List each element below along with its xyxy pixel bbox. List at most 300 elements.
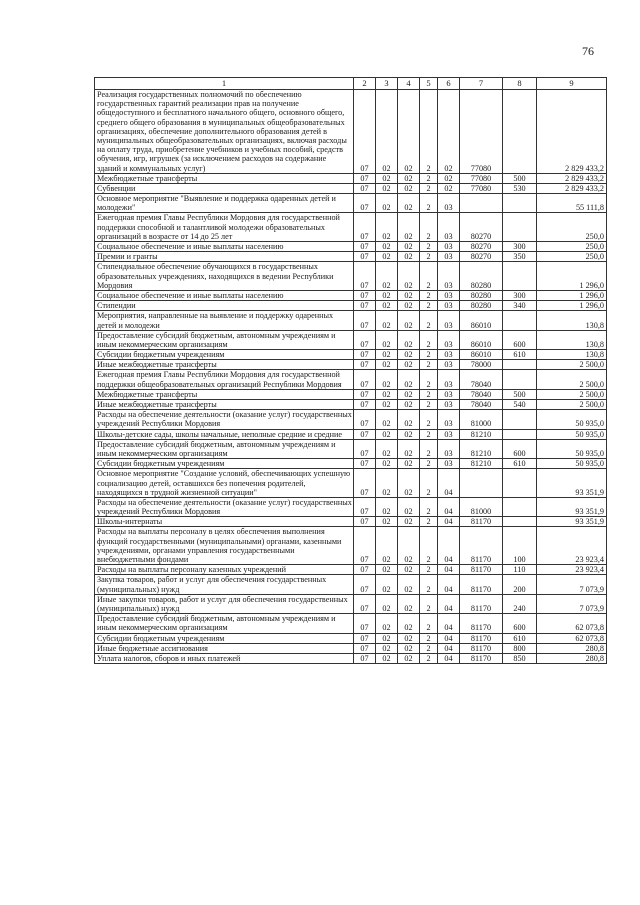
- program-code: 02: [398, 653, 420, 663]
- table-row: [95, 90, 607, 174]
- header-cell: 4: [398, 78, 420, 90]
- subsection-code: 02: [376, 350, 398, 360]
- row-name: Предоставление субсидий бюджетным, автономным учреждениям и иным некоммерческим организациям: [95, 439, 354, 458]
- row-name: Премии и гранты: [95, 252, 354, 262]
- header-cell: 6: [438, 78, 460, 90]
- event-code: 03: [438, 360, 460, 370]
- section-code: 07: [354, 497, 376, 516]
- direction-code: 78000: [460, 360, 503, 370]
- table-row: [95, 410, 607, 429]
- amount: 93 351,9: [537, 497, 607, 516]
- program-code: 02: [398, 517, 420, 527]
- subsection-code: 02: [376, 370, 398, 389]
- program-code: 02: [398, 594, 420, 613]
- page-number: 76: [582, 44, 594, 58]
- amount: 2 500,0: [537, 360, 607, 370]
- amount: 7 073,9: [537, 594, 607, 613]
- row-name: Межбюджетные трансферты: [95, 173, 354, 183]
- header-cell: 9: [537, 78, 607, 90]
- expense-type-code: [503, 497, 537, 516]
- expense-type-code: 300: [503, 242, 537, 252]
- direction-code: 81210: [460, 439, 503, 458]
- section-code: 07: [354, 527, 376, 565]
- event-code: 04: [438, 469, 460, 498]
- subsection-code: 02: [376, 213, 398, 242]
- amount: 1 296,0: [537, 290, 607, 300]
- amount: 130,8: [537, 350, 607, 360]
- row-name: Иные межбюджетные трансферты: [95, 360, 354, 370]
- direction-code: 81210: [460, 459, 503, 469]
- subprogram-code: 2: [420, 389, 438, 399]
- event-code: 04: [438, 653, 460, 663]
- subsection-code: 02: [376, 173, 398, 183]
- direction-code: 81170: [460, 614, 503, 633]
- table-row: [95, 575, 607, 594]
- event-code: 03: [438, 301, 460, 311]
- subsection-code: 02: [376, 290, 398, 300]
- subprogram-code: 2: [420, 527, 438, 565]
- event-code: 03: [438, 429, 460, 439]
- expense-type-code: 610: [503, 350, 537, 360]
- direction-code: 81170: [460, 643, 503, 653]
- table-row: [95, 459, 607, 469]
- section-code: 07: [354, 614, 376, 633]
- row-name: Школы-интернаты: [95, 517, 354, 527]
- expense-type-code: [503, 410, 537, 429]
- header-cell: 8: [503, 78, 537, 90]
- event-code: 02: [438, 173, 460, 183]
- expense-type-code: 240: [503, 594, 537, 613]
- subsection-code: 02: [376, 400, 398, 410]
- subsection-code: 02: [376, 565, 398, 575]
- direction-code: 81170: [460, 653, 503, 663]
- direction-code: 81170: [460, 517, 503, 527]
- program-code: 02: [398, 262, 420, 291]
- expense-type-code: [503, 311, 537, 330]
- subsection-code: 02: [376, 429, 398, 439]
- amount: 62 073,8: [537, 633, 607, 643]
- program-code: 02: [398, 469, 420, 498]
- program-code: 02: [398, 459, 420, 469]
- program-code: 02: [398, 330, 420, 349]
- table-row: [95, 439, 607, 458]
- amount: 93 351,9: [537, 517, 607, 527]
- subsection-code: 02: [376, 653, 398, 663]
- subprogram-code: 2: [420, 594, 438, 613]
- event-code: 04: [438, 643, 460, 653]
- event-code: 03: [438, 350, 460, 360]
- row-name: Школы-детские сады, школы начальные, неполные средние и средние: [95, 429, 354, 439]
- subprogram-code: 2: [420, 497, 438, 516]
- direction-code: 78040: [460, 370, 503, 389]
- section-code: 07: [354, 360, 376, 370]
- section-code: 07: [354, 311, 376, 330]
- row-name: Основное мероприятие "Создание условий, обеспечивающих успешную социализацию детей, оставшихся без попечения родителей, находящихся в трудной жизненной ситуации": [95, 469, 354, 498]
- table-row: [95, 350, 607, 360]
- expense-type-code: [503, 262, 537, 291]
- section-code: 07: [354, 594, 376, 613]
- table-row: [95, 194, 607, 213]
- amount: 280,8: [537, 643, 607, 653]
- direction-code: 78040: [460, 400, 503, 410]
- amount: 62 073,8: [537, 614, 607, 633]
- table-row: [95, 497, 607, 516]
- event-code: 02: [438, 90, 460, 174]
- program-code: 02: [398, 311, 420, 330]
- amount: 2 500,0: [537, 389, 607, 399]
- direction-code: [460, 469, 503, 498]
- header-cell: 3: [376, 78, 398, 90]
- subprogram-code: 2: [420, 183, 438, 193]
- program-code: 02: [398, 173, 420, 183]
- row-name: Расходы на выплаты персоналу казенных учреждений: [95, 565, 354, 575]
- row-name: Социальное обеспечение и иные выплаты населению: [95, 290, 354, 300]
- program-code: 02: [398, 194, 420, 213]
- section-code: 07: [354, 194, 376, 213]
- event-code: 04: [438, 594, 460, 613]
- subprogram-code: 2: [420, 633, 438, 643]
- subprogram-code: 2: [420, 194, 438, 213]
- row-name: Социальное обеспечение и иные выплаты населению: [95, 242, 354, 252]
- header-cell: 7: [460, 78, 503, 90]
- section-code: 07: [354, 173, 376, 183]
- section-code: 07: [354, 565, 376, 575]
- subsection-code: 02: [376, 459, 398, 469]
- row-name: Стипендиальное обеспечение обучающихся в государственных образовательных учреждениях, находящихся в ведении Республики Мордовия: [95, 262, 354, 291]
- section-code: 07: [354, 575, 376, 594]
- program-code: 02: [398, 389, 420, 399]
- expense-type-code: 500: [503, 389, 537, 399]
- event-code: 03: [438, 400, 460, 410]
- amount: 55 111,8: [537, 194, 607, 213]
- section-code: 07: [354, 90, 376, 174]
- program-code: 02: [398, 575, 420, 594]
- table-body: [95, 90, 607, 664]
- amount: 2 829 433,2: [537, 90, 607, 174]
- direction-code: 80270: [460, 242, 503, 252]
- subsection-code: 02: [376, 469, 398, 498]
- direction-code: 81000: [460, 497, 503, 516]
- program-code: 02: [398, 360, 420, 370]
- section-code: 07: [354, 330, 376, 349]
- row-name: Субсидии бюджетным учреждениям: [95, 633, 354, 643]
- subprogram-code: 2: [420, 242, 438, 252]
- section-code: 07: [354, 370, 376, 389]
- expense-type-code: [503, 90, 537, 174]
- direction-code: 78040: [460, 389, 503, 399]
- expense-type-code: 350: [503, 252, 537, 262]
- subprogram-code: 2: [420, 173, 438, 183]
- expense-type-code: [503, 213, 537, 242]
- subprogram-code: 2: [420, 262, 438, 291]
- section-code: 07: [354, 517, 376, 527]
- row-name: Иные бюджетные ассигнования: [95, 643, 354, 653]
- expense-type-code: 530: [503, 183, 537, 193]
- table-row: [95, 213, 607, 242]
- direction-code: 80270: [460, 252, 503, 262]
- section-code: 07: [354, 653, 376, 663]
- subsection-code: 02: [376, 594, 398, 613]
- subsection-code: 02: [376, 330, 398, 349]
- table-row: [95, 301, 607, 311]
- budget-table: [94, 77, 607, 664]
- subprogram-code: 2: [420, 410, 438, 429]
- table-row: [95, 183, 607, 193]
- subprogram-code: 2: [420, 517, 438, 527]
- amount: 1 296,0: [537, 262, 607, 291]
- event-code: 03: [438, 252, 460, 262]
- subprogram-code: 2: [420, 350, 438, 360]
- expense-type-code: 200: [503, 575, 537, 594]
- expense-type-code: 600: [503, 330, 537, 349]
- subprogram-code: 2: [420, 311, 438, 330]
- direction-code: [460, 194, 503, 213]
- amount: 50 935,0: [537, 439, 607, 458]
- amount: 130,8: [537, 330, 607, 349]
- row-name: Иные межбюджетные трансферты: [95, 400, 354, 410]
- subsection-code: 02: [376, 527, 398, 565]
- subprogram-code: 2: [420, 469, 438, 498]
- direction-code: 81170: [460, 565, 503, 575]
- section-code: 07: [354, 242, 376, 252]
- table-row: [95, 173, 607, 183]
- expense-type-code: 340: [503, 301, 537, 311]
- table-row: [95, 469, 607, 498]
- amount: 130,8: [537, 311, 607, 330]
- subprogram-code: 2: [420, 439, 438, 458]
- direction-code: 81210: [460, 429, 503, 439]
- section-code: 07: [354, 213, 376, 242]
- amount: 2 500,0: [537, 370, 607, 389]
- table-row: [95, 262, 607, 291]
- section-code: 07: [354, 262, 376, 291]
- table-row: [95, 252, 607, 262]
- subsection-code: 02: [376, 90, 398, 174]
- amount: 7 073,9: [537, 575, 607, 594]
- header-row: [95, 78, 607, 90]
- event-code: 03: [438, 242, 460, 252]
- row-name: Закупка товаров, работ и услуг для обеспечения государственных (муниципальных) нужд: [95, 575, 354, 594]
- expense-type-code: 800: [503, 643, 537, 653]
- amount: 250,0: [537, 242, 607, 252]
- program-code: 02: [398, 252, 420, 262]
- direction-code: 77080: [460, 183, 503, 193]
- event-code: 03: [438, 459, 460, 469]
- event-code: 04: [438, 497, 460, 516]
- event-code: 03: [438, 213, 460, 242]
- event-code: 04: [438, 614, 460, 633]
- event-code: 02: [438, 183, 460, 193]
- direction-code: 77080: [460, 90, 503, 174]
- event-code: 03: [438, 262, 460, 291]
- row-name: Расходы на обеспечение деятельности (оказание услуг) государственных учреждений Республики Мордовия: [95, 410, 354, 429]
- event-code: 04: [438, 517, 460, 527]
- program-code: 02: [398, 183, 420, 193]
- amount: 23 923,4: [537, 527, 607, 565]
- amount: 93 351,9: [537, 469, 607, 498]
- table-row: [95, 633, 607, 643]
- row-name: Иные закупки товаров, работ и услуг для обеспечения государственных (муниципальных) нужд: [95, 594, 354, 613]
- event-code: 04: [438, 527, 460, 565]
- subprogram-code: 2: [420, 330, 438, 349]
- row-name: Межбюджетные трансферты: [95, 389, 354, 399]
- row-name: Ежегодная премия Главы Республики Мордовия для государственной поддержки общеобразовательных организаций Республики Мордовия: [95, 370, 354, 389]
- program-code: 02: [398, 350, 420, 360]
- direction-code: 81000: [460, 410, 503, 429]
- amount: 2 500,0: [537, 400, 607, 410]
- event-code: 03: [438, 389, 460, 399]
- subprogram-code: 2: [420, 614, 438, 633]
- header-cell: 2: [354, 78, 376, 90]
- amount: 50 935,0: [537, 459, 607, 469]
- event-code: 03: [438, 311, 460, 330]
- program-code: 02: [398, 301, 420, 311]
- table-row: [95, 400, 607, 410]
- event-code: 03: [438, 194, 460, 213]
- section-code: 07: [354, 643, 376, 653]
- header-cell: 1: [95, 78, 354, 90]
- subsection-code: 02: [376, 252, 398, 262]
- subprogram-code: 2: [420, 400, 438, 410]
- direction-code: 81170: [460, 575, 503, 594]
- amount: 2 829 433,2: [537, 183, 607, 193]
- table-row: [95, 242, 607, 252]
- subsection-code: 02: [376, 410, 398, 429]
- subsection-code: 02: [376, 575, 398, 594]
- amount: 50 935,0: [537, 410, 607, 429]
- table-row: [95, 527, 607, 565]
- program-code: 02: [398, 410, 420, 429]
- row-name: Предоставление субсидий бюджетным, автономным учреждениям и иным некоммерческим организациям: [95, 330, 354, 349]
- expense-type-code: [503, 360, 537, 370]
- event-code: 03: [438, 439, 460, 458]
- program-code: 02: [398, 527, 420, 565]
- event-code: 04: [438, 633, 460, 643]
- section-code: 07: [354, 301, 376, 311]
- expense-type-code: 610: [503, 633, 537, 643]
- subprogram-code: 2: [420, 360, 438, 370]
- expense-type-code: [503, 429, 537, 439]
- table-row: [95, 311, 607, 330]
- row-name: Расходы на выплаты персоналу в целях обеспечения выполнения функций государственными (муниципальными) органами, казенными учреждениями, органами управления государственными внебюджетными фондами: [95, 527, 354, 565]
- expense-type-code: [503, 469, 537, 498]
- event-code: 03: [438, 330, 460, 349]
- amount: 1 296,0: [537, 301, 607, 311]
- direction-code: 81170: [460, 594, 503, 613]
- program-code: 02: [398, 614, 420, 633]
- direction-code: 86010: [460, 311, 503, 330]
- direction-code: 80280: [460, 290, 503, 300]
- subsection-code: 02: [376, 311, 398, 330]
- event-code: 04: [438, 565, 460, 575]
- expense-type-code: 110: [503, 565, 537, 575]
- subsection-code: 02: [376, 183, 398, 193]
- expense-type-code: 540: [503, 400, 537, 410]
- section-code: 07: [354, 350, 376, 360]
- header-cell: 5: [420, 78, 438, 90]
- subprogram-code: 2: [420, 290, 438, 300]
- direction-code: 86010: [460, 350, 503, 360]
- section-code: 07: [354, 439, 376, 458]
- direction-code: 80280: [460, 301, 503, 311]
- amount: 250,0: [537, 213, 607, 242]
- subsection-code: 02: [376, 633, 398, 643]
- amount: 23 923,4: [537, 565, 607, 575]
- program-code: 02: [398, 370, 420, 389]
- row-name: Реализация государственных полномочий по обеспечению государственных гарантий реализации прав на получение общедоступного и бесплатного начального общего, основного общего, среднего общего образования в муниципальных общеобразовательных организациях, обеспечение дополнительного образования детей в муниципальных общеобразовательных организациях, включая расходы на оплату труда, приобретение учебников и учебных пособий, средств обучения, игр, игрушек (за исключением расходов на содержание зданий и коммунальных услуг): [95, 90, 354, 174]
- section-code: 07: [354, 400, 376, 410]
- table-row: [95, 517, 607, 527]
- subprogram-code: 2: [420, 90, 438, 174]
- subprogram-code: 2: [420, 565, 438, 575]
- subsection-code: 02: [376, 643, 398, 653]
- subprogram-code: 2: [420, 575, 438, 594]
- program-code: 02: [398, 290, 420, 300]
- subprogram-code: 2: [420, 370, 438, 389]
- expense-type-code: 850: [503, 653, 537, 663]
- table-row: [95, 370, 607, 389]
- table-row: [95, 643, 607, 653]
- row-name: Предоставление субсидий бюджетным, автономным учреждениям и иным некоммерческим организациям: [95, 614, 354, 633]
- row-name: Расходы на обеспечение деятельности (оказание услуг) государственных учреждений Республики Мордовия: [95, 497, 354, 516]
- table-row: [95, 653, 607, 663]
- event-code: 03: [438, 290, 460, 300]
- section-code: 07: [354, 290, 376, 300]
- amount: 280,8: [537, 653, 607, 663]
- table-row: [95, 429, 607, 439]
- row-name: Субсидии бюджетным учреждениям: [95, 459, 354, 469]
- program-code: 02: [398, 429, 420, 439]
- expense-type-code: 600: [503, 439, 537, 458]
- program-code: 02: [398, 242, 420, 252]
- table-row: [95, 290, 607, 300]
- program-code: 02: [398, 213, 420, 242]
- expense-type-code: 100: [503, 527, 537, 565]
- row-name: Мероприятия, направленные на выявление и поддержку одаренных детей и молодежи: [95, 311, 354, 330]
- row-name: Основное мероприятие "Выявление и поддержка одаренных детей и молодежи": [95, 194, 354, 213]
- expense-type-code: 600: [503, 614, 537, 633]
- expense-type-code: 500: [503, 173, 537, 183]
- row-name: Субсидии бюджетным учреждениям: [95, 350, 354, 360]
- section-code: 07: [354, 459, 376, 469]
- program-code: 02: [398, 565, 420, 575]
- program-code: 02: [398, 439, 420, 458]
- section-code: 07: [354, 389, 376, 399]
- event-code: 03: [438, 410, 460, 429]
- amount: 50 935,0: [537, 429, 607, 439]
- subsection-code: 02: [376, 517, 398, 527]
- subprogram-code: 2: [420, 653, 438, 663]
- subsection-code: 02: [376, 439, 398, 458]
- table-row: [95, 594, 607, 613]
- subprogram-code: 2: [420, 252, 438, 262]
- program-code: 02: [398, 400, 420, 410]
- section-code: 07: [354, 252, 376, 262]
- subsection-code: 02: [376, 389, 398, 399]
- row-name: Уплата налогов, сборов и иных платежей: [95, 653, 354, 663]
- table-row: [95, 389, 607, 399]
- program-code: 02: [398, 633, 420, 643]
- direction-code: 77080: [460, 173, 503, 183]
- section-code: 07: [354, 183, 376, 193]
- event-code: 03: [438, 370, 460, 389]
- program-code: 02: [398, 497, 420, 516]
- section-code: 07: [354, 633, 376, 643]
- subprogram-code: 2: [420, 429, 438, 439]
- amount: 2 829 433,2: [537, 173, 607, 183]
- section-code: 07: [354, 469, 376, 498]
- row-name: Ежегодная премия Главы Республики Мордовия для государственной поддержки способной и талантливой молодежи образовательных организаций в возрасте от 14 до 25 лет: [95, 213, 354, 242]
